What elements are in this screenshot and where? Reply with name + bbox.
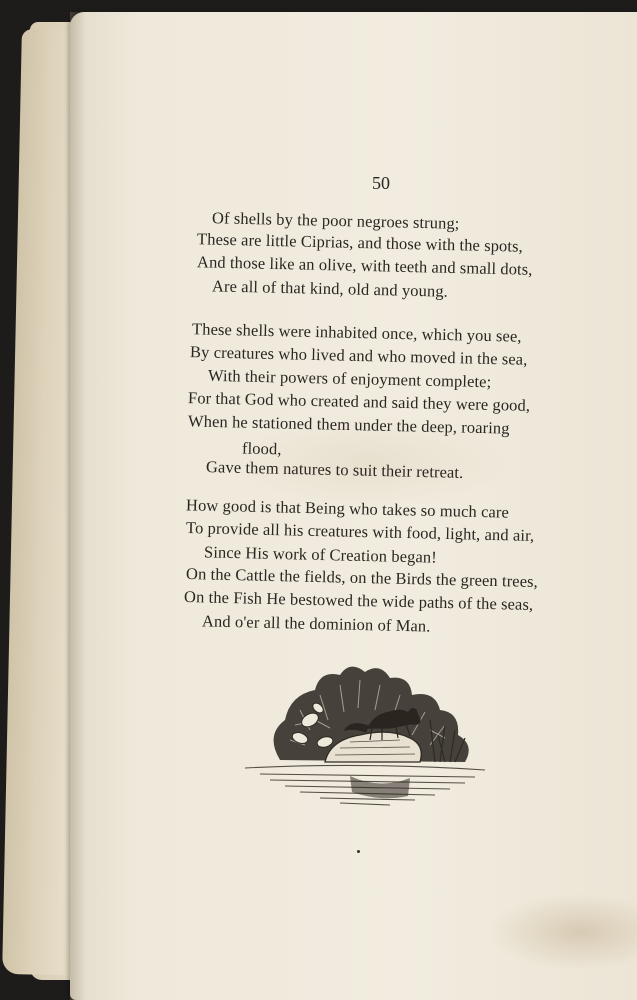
verse-line: Gave them natures to suit their retreat. [205, 457, 464, 482]
verse-line: On the Fish He bestowed the wide paths of the seas, [183, 587, 534, 614]
verse-line: Are all of that kind, old and young. [211, 276, 449, 301]
verse-line: With their powers of enjoyment complete; [207, 365, 492, 392]
book-page [70, 12, 637, 1000]
verse-line: How good is that Being who takes so much care [185, 495, 510, 522]
verse-line: For that God who created and said they were good, [187, 388, 531, 415]
verse-line: And o'er all the dominion of Man. [201, 611, 431, 636]
page-number: 50 [372, 173, 390, 193]
verse-line: Of shells by the poor negroes strung; [211, 208, 460, 233]
fox-on-rock-woodcut-icon [240, 650, 490, 815]
verse-line: Since His work of Creation began! [203, 542, 438, 567]
verse-line: When he stationed them under the deep, roaring [187, 411, 510, 438]
verse-line: And those like an olive, with teeth and small dots, [196, 252, 533, 279]
verse-line: These are little Ciprias, and those with the spots, [196, 229, 524, 256]
verse-line: To provide all his creatures with food, light, and air, [185, 518, 535, 545]
verse-line: flood, [241, 438, 282, 459]
verse-line: These shells were inhabited once, which you see, [191, 319, 522, 346]
verse-line: By creatures who lived and who moved in the sea, [189, 342, 528, 369]
verse-line: On the Cattle the fields, on the Birds the green trees, [185, 564, 539, 591]
page-gutter-shadow [70, 12, 86, 1000]
printer-mark [357, 850, 360, 853]
